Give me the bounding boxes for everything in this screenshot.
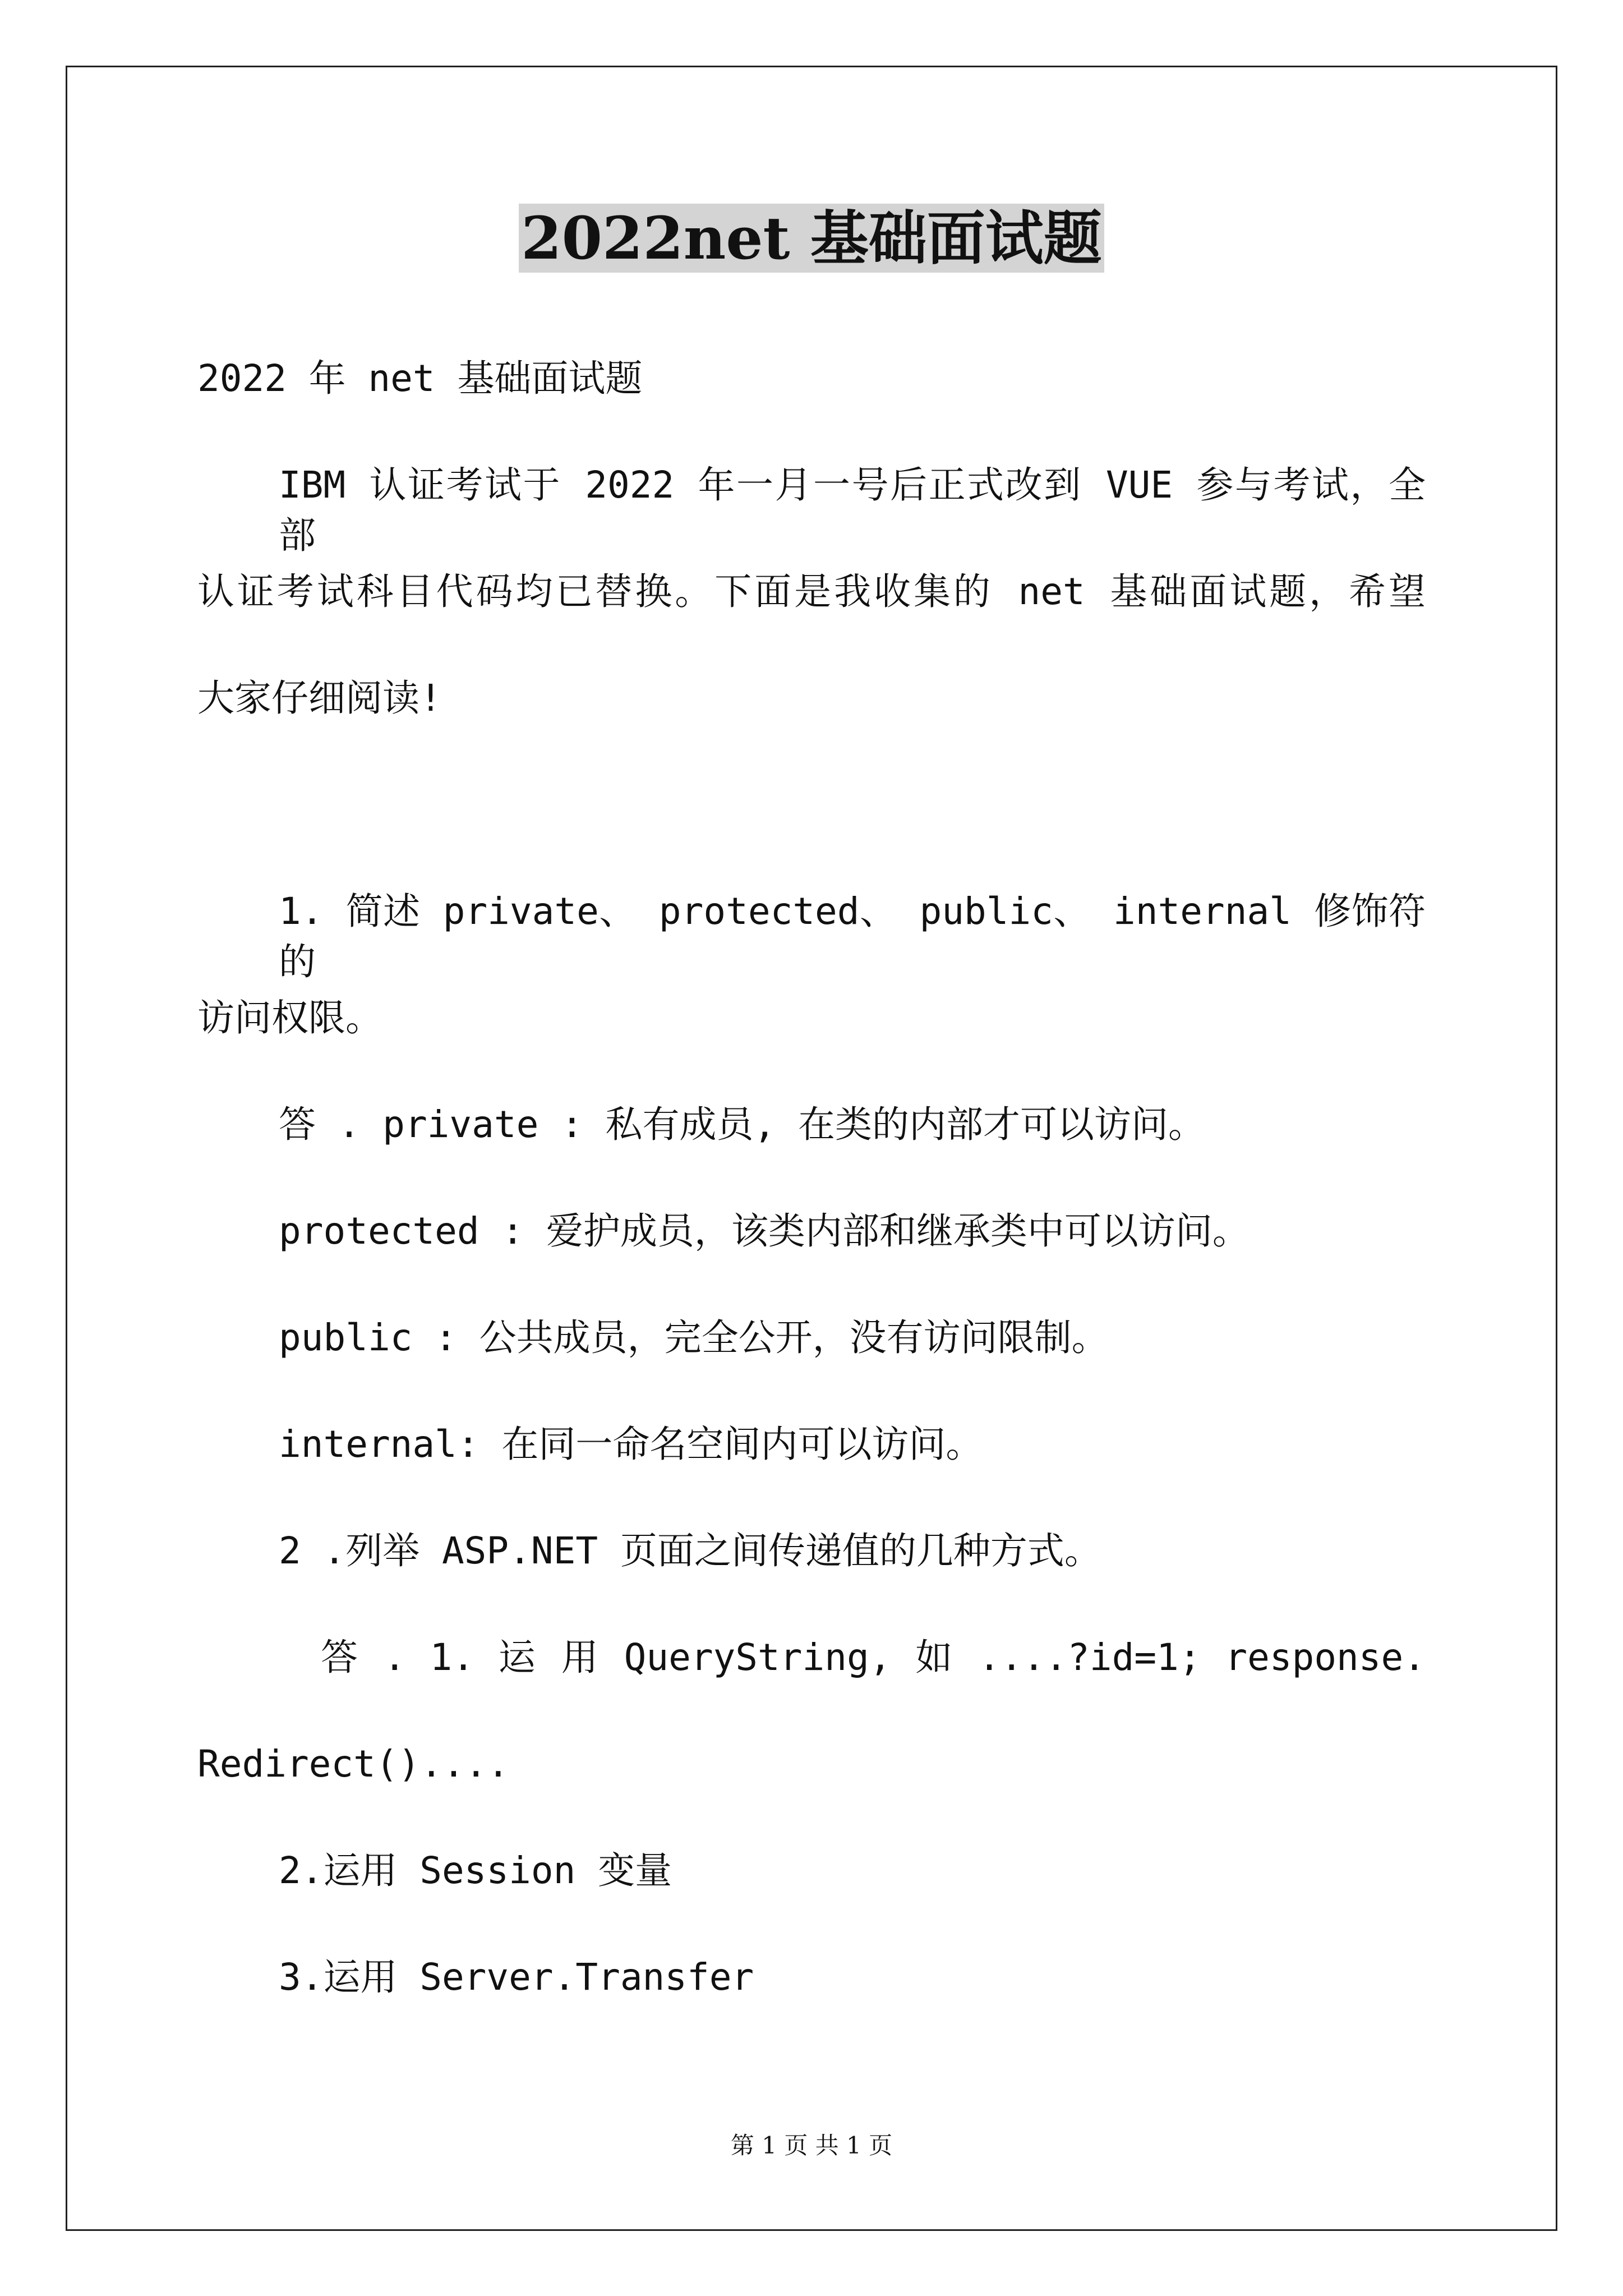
answer-1-private: 答 . private : 私有成员, 在类的内部才可以访问。	[279, 1103, 1206, 1146]
answer-2-item-transfer: 3.运用 Server.Transfer	[279, 1955, 754, 1999]
subtitle: 2022 年 net 基础面试题	[197, 357, 643, 400]
title-text: 2022net 基础面试题	[519, 204, 1104, 273]
document-title	[0, 202, 1623, 275]
intro-line-3: 大家仔细阅读!	[197, 677, 442, 720]
question-1-line-1: 1. 简述 private、 protected、 public、 internal 修饰符的	[279, 890, 1426, 983]
intro-line-2: 认证考试科目代码均已替换。下面是我收集的 net 基础面试题，希望	[197, 570, 1426, 613]
answer-2-line-1: 答 . 1. 运 用 QueryString, 如 ....?id=1; response.	[321, 1636, 1426, 1679]
answer-2-item-session: 2.运用 Session 变量	[279, 1849, 672, 1892]
answer-1-protected: protected : 爱护成员，该类内部和继承类中可以访问。	[279, 1209, 1249, 1253]
answer-1-internal: internal: 在同一命名空间内可以访问。	[279, 1423, 983, 1466]
intro-line-1: IBM 认证考试于 2022 年一月一号后正式改到 VUE 参与考试，全部	[279, 463, 1426, 557]
answer-1-public: public : 公共成员，完全公开，没有访问限制。	[279, 1316, 1109, 1359]
page-footer: 第 1 页 共 1 页	[730, 2132, 893, 2159]
answer-2-line-2: Redirect()....	[197, 1742, 510, 1786]
question-2: 2 .列举 ASP.NET 页面之间传递值的几种方式。	[279, 1529, 1101, 1572]
question-1-line-2: 访问权限。	[197, 996, 382, 1039]
